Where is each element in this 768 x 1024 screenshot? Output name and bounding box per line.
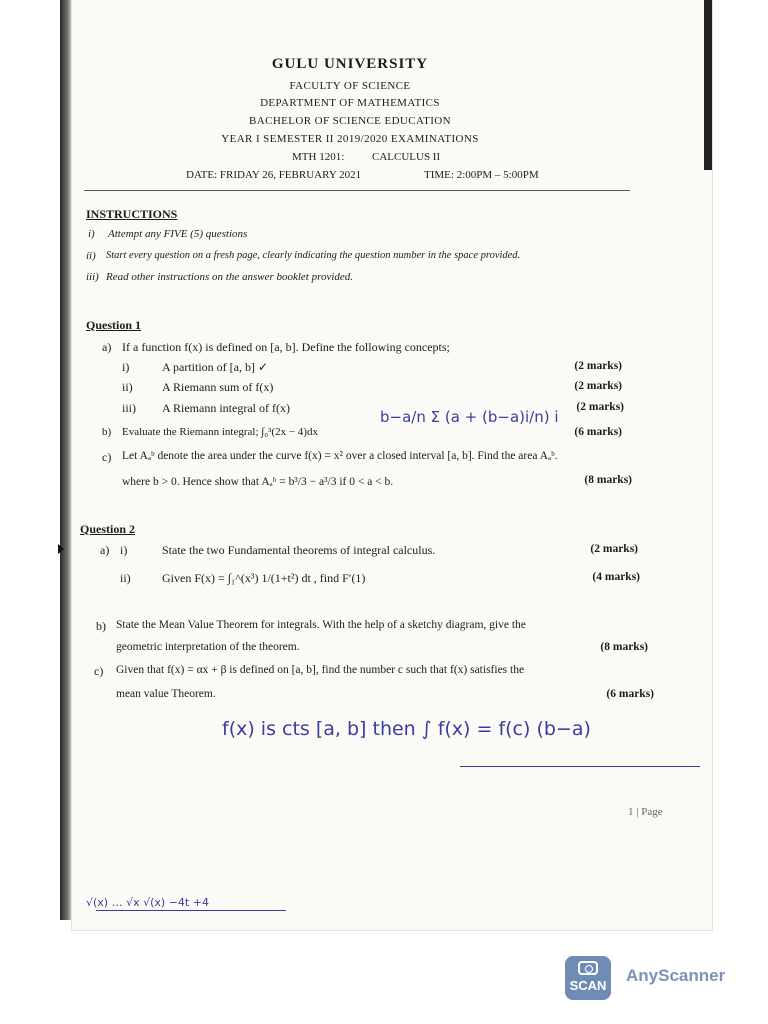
q2-b-text: State the Mean Value Theorem for integrals. With the help of a sketchy diagram, give the bbox=[116, 619, 526, 631]
q2-b-marks: (8 marks) bbox=[600, 641, 648, 653]
q1-a-text: If a function f(x) is defined on [a, b]. Define the following concepts; bbox=[122, 340, 450, 354]
scan-edge-left bbox=[60, 0, 72, 920]
q1-part-text: A partition of [a, b] ✓ bbox=[162, 360, 269, 374]
q1-part-text: A Riemann integral of f(x) bbox=[162, 401, 290, 415]
q2-a-ii-num: ii) bbox=[120, 571, 131, 585]
course-code: MTH 1201: bbox=[292, 151, 345, 163]
q1-c-label: c) bbox=[102, 450, 112, 464]
q2-a-label: a) bbox=[100, 543, 110, 557]
q1-part-marks: (2 marks) bbox=[574, 380, 622, 392]
q2-a-i-text: State the two Fundamental theorems of integral calculus. bbox=[162, 543, 436, 557]
instruction-text: Start every question on a fresh page, clearly indicating the question number in the space provided. bbox=[106, 250, 521, 261]
handwritten-underline bbox=[460, 766, 700, 767]
instruction-text: Attempt any FIVE (5) questions bbox=[108, 228, 248, 240]
exam-date: DATE: FRIDAY 26, FEBRUARY 2021 bbox=[186, 169, 362, 181]
anyscanner-brand: AnyScanner bbox=[626, 966, 726, 985]
faculty-line: FACULTY OF SCIENCE bbox=[289, 80, 411, 92]
q2-c-text: Given that f(x) = αx + β is defined on [a, b], find the number c such that f(x) satisfies the bbox=[116, 664, 525, 676]
programme-line: BACHELOR OF SCIENCE EDUCATION bbox=[249, 115, 451, 127]
course-name: CALCULUS II bbox=[372, 151, 441, 163]
header-divider bbox=[84, 190, 630, 191]
q2-b-label: b) bbox=[96, 619, 106, 633]
q2-c-text-2: mean value Theorem. bbox=[116, 688, 216, 700]
q2-c-label: c) bbox=[94, 664, 104, 678]
q1-part-num: i) bbox=[122, 360, 130, 374]
q1-part-num: ii) bbox=[122, 380, 133, 394]
margin-arrow-icon bbox=[58, 544, 64, 554]
scan-badge-label: SCAN bbox=[569, 978, 607, 993]
q1-c-text-2: where b > 0. Hence show that Aₐᵇ = b³/3 − a³/3 if 0 < a < b. bbox=[122, 476, 394, 488]
q1-b-label: b) bbox=[102, 426, 112, 438]
q1-part-text: A Riemann sum of f(x) bbox=[162, 380, 274, 394]
q1-part-marks: (2 marks) bbox=[576, 401, 624, 413]
page-number: 1 | Page bbox=[628, 806, 663, 818]
q1-a-label: a) bbox=[102, 340, 112, 354]
q1-b-marks: (6 marks) bbox=[574, 426, 622, 438]
q2-a-i-num: i) bbox=[120, 543, 128, 557]
question-1-heading: Question 1 bbox=[86, 318, 142, 332]
instruction-text: Read other instructions on the answer booklet provided. bbox=[106, 271, 354, 283]
anyscanner-logo bbox=[565, 956, 611, 1000]
handwritten-mvt-note: f(x) is cts [a, b] then ∫ f(x) = f(c) (b−a) bbox=[222, 718, 591, 740]
q1-part-num: iii) bbox=[122, 401, 136, 415]
camera-icon bbox=[578, 961, 598, 975]
q1-b-text: Evaluate the Riemann integral; ∫₀³(2x − 4)dx bbox=[122, 426, 318, 438]
question-2-heading: Question 2 bbox=[80, 522, 136, 536]
q2-a-i-marks: (2 marks) bbox=[590, 543, 638, 555]
department-line: DEPARTMENT OF MATHEMATICS bbox=[260, 97, 440, 109]
instruction-num: iii) bbox=[86, 271, 99, 283]
handwritten-bottom-line bbox=[96, 910, 286, 911]
exam-line: YEAR I SEMESTER II 2019/2020 EXAMINATIONS bbox=[221, 133, 479, 145]
q2-a-ii-marks: (4 marks) bbox=[592, 571, 640, 583]
instruction-num: i) bbox=[88, 228, 95, 240]
scan-edge-right bbox=[704, 0, 712, 170]
q2-b-text-2: geometric interpretation of the theorem. bbox=[116, 641, 300, 653]
q1-c-marks: (8 marks) bbox=[584, 474, 632, 486]
handwritten-riemann-sum: b−a/n Σ (a + (b−a)i/n) i bbox=[380, 408, 559, 426]
q2-c-marks: (6 marks) bbox=[606, 688, 654, 700]
exam-time: TIME: 2:00PM – 5:00PM bbox=[424, 169, 539, 181]
instructions-heading: INSTRUCTIONS bbox=[86, 207, 178, 221]
q1-c-text: Let Aₐᵇ denote the area under the curve f(x) = x² over a closed interval [a, b]. Find the area Aₐᵇ. bbox=[122, 450, 558, 462]
q1-part-marks: (2 marks) bbox=[574, 360, 622, 372]
instruction-num: ii) bbox=[86, 250, 96, 262]
q2-a-ii-text: Given F(x) = ∫₁^(x³) 1/(1+t²) dt , find F′(1) bbox=[162, 571, 366, 585]
handwritten-bottom-scribble: √(x) … √x √(x) −4t +4 bbox=[86, 896, 209, 909]
university-title: GULU UNIVERSITY bbox=[271, 56, 429, 72]
